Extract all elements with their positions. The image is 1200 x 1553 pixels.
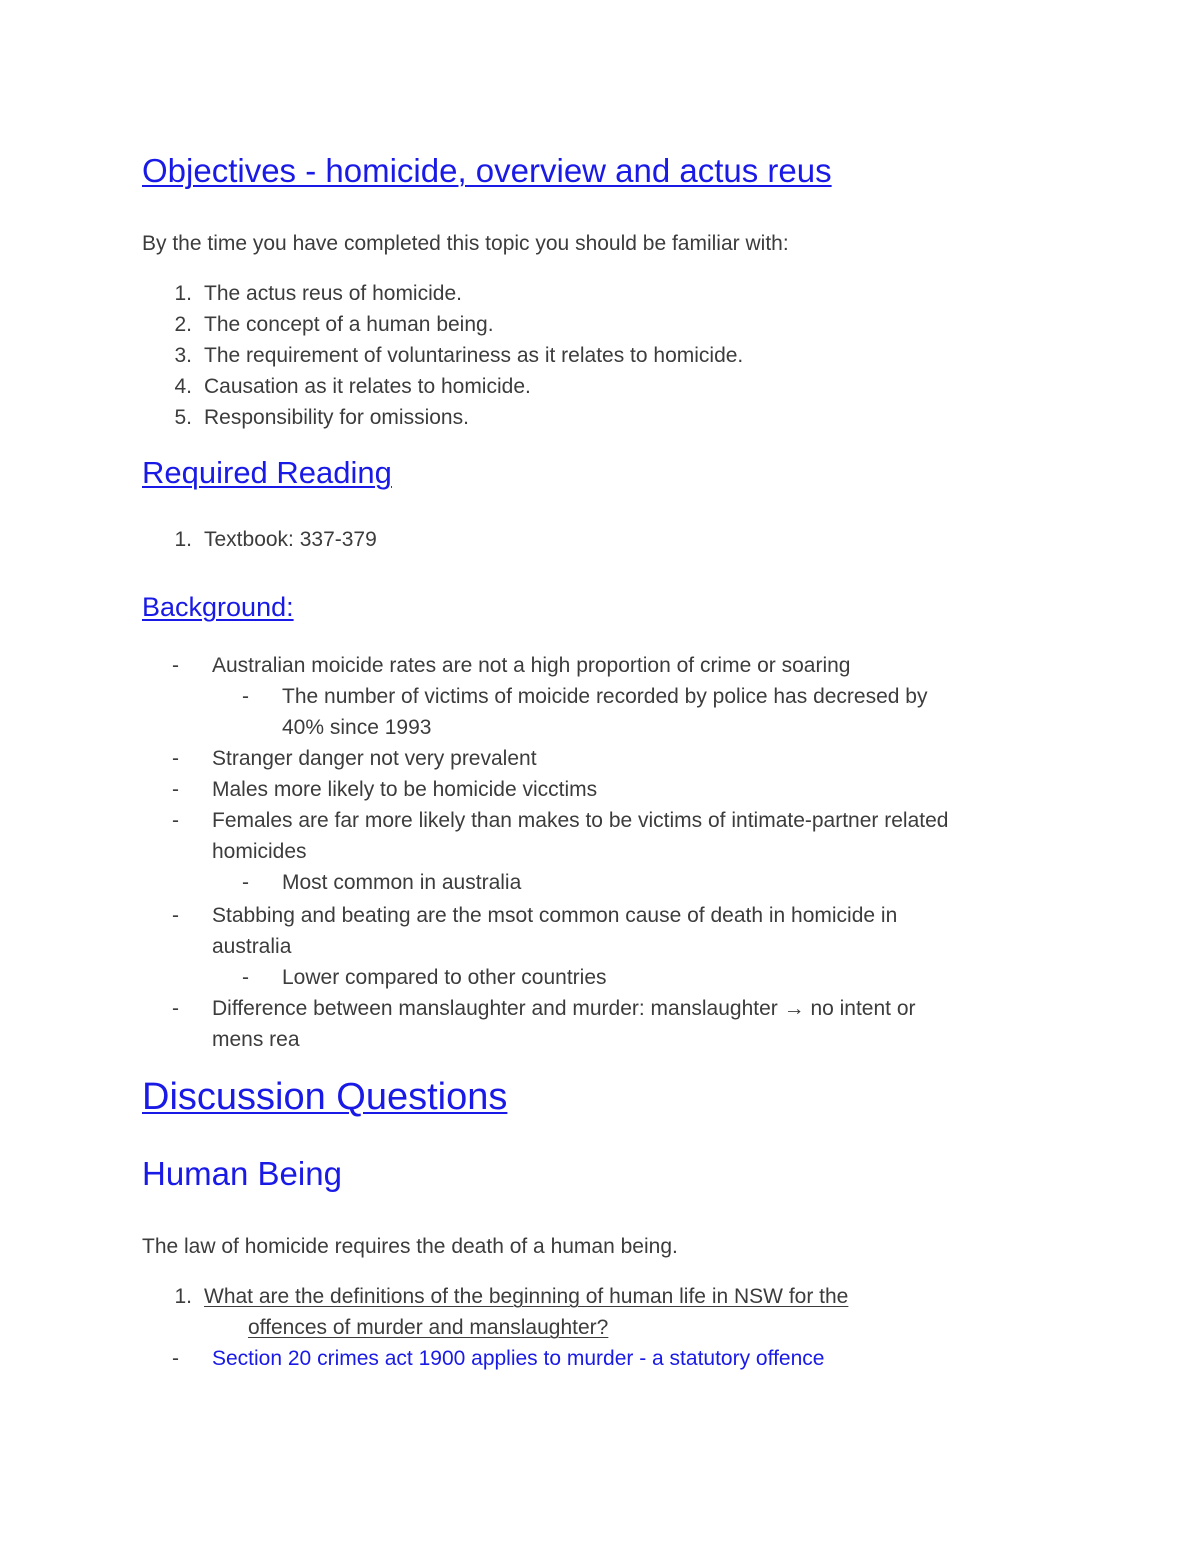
- dash-marker: -: [172, 809, 179, 832]
- objectives-heading[interactable]: Objectives - homicide, overview and actus reus: [142, 152, 832, 189]
- question-text-line1: What are the definitions of the beginning of human life in NSW for the: [204, 1285, 849, 1308]
- item-number: 3.: [174, 344, 192, 367]
- background-subbullet: [242, 685, 927, 709]
- background-bullet: [172, 997, 916, 1021]
- background-subbullet: [242, 966, 607, 990]
- discussion-heading[interactable]: Discussion Questions: [142, 1076, 508, 1118]
- bullet-text: Australian moicide rates are not a high proportion of crime or soaring: [212, 654, 851, 677]
- item-text: The requirement of voluntariness as it relates to homicide.: [204, 344, 744, 367]
- background-bullet-cont: australia: [212, 935, 292, 958]
- question-text-line2: offences of murder and manslaughter?: [248, 1316, 609, 1339]
- objectives-item: [174, 406, 469, 430]
- dash-marker: -: [242, 871, 249, 894]
- required-reading-heading[interactable]: Required Reading: [142, 455, 392, 490]
- dash-marker: -: [242, 966, 249, 989]
- item-text: The concept of a human being.: [204, 313, 494, 336]
- objectives-item: [174, 344, 744, 368]
- item-text: The actus reus of homicide.: [204, 282, 462, 305]
- objectives-item: [174, 313, 494, 337]
- answer-text: Section 20 crimes act 1900 applies to murder - a statutory offence: [212, 1347, 825, 1370]
- bullet-text: Males more likely to be homicide vicctims: [212, 778, 598, 801]
- dash-marker: -: [242, 685, 249, 708]
- item-text: Causation as it relates to homicide.: [204, 375, 531, 398]
- item-text: Responsibility for omissions.: [204, 406, 469, 429]
- objectives-item: [174, 375, 531, 399]
- background-heading[interactable]: Background:: [142, 592, 294, 622]
- human-being-heading: Human Being: [142, 1155, 342, 1192]
- background-bullet: [172, 747, 537, 771]
- bullet-text: Stranger danger not very prevalent: [212, 747, 537, 770]
- background-bullet: [172, 904, 897, 928]
- dash-marker: -: [172, 997, 179, 1020]
- item-text: Textbook: 337-379: [204, 528, 377, 551]
- background-subbullet-cont: 40% since 1993: [282, 716, 432, 739]
- objectives-intro: By the time you have completed this topic you should be familiar with:: [142, 232, 789, 255]
- dash-marker: -: [172, 747, 179, 770]
- discussion-intro: The law of homicide requires the death of a human being.: [142, 1235, 678, 1258]
- dash-marker: -: [172, 904, 179, 927]
- bullet-text: Lower compared to other countries: [282, 966, 607, 989]
- item-number: 5.: [174, 406, 192, 429]
- bullet-text: Stabbing and beating are the msot common cause of death in homicide in: [212, 904, 898, 927]
- background-bullet: [172, 809, 948, 833]
- objectives-item: [174, 282, 462, 306]
- question-number: 1.: [174, 1285, 192, 1308]
- answer-bullet: [172, 1347, 824, 1371]
- reading-item: [174, 528, 377, 552]
- bullet-text: Females are far more likely than makes to be victims of intimate-partner related: [212, 809, 949, 832]
- dash-marker: -: [172, 654, 179, 677]
- dash-marker: -: [172, 1347, 179, 1370]
- item-number: 1.: [174, 282, 192, 305]
- background-bullet: [172, 654, 851, 678]
- background-bullet-cont: mens rea: [212, 1028, 300, 1051]
- item-number: 4.: [174, 375, 192, 398]
- dash-marker: -: [172, 778, 179, 801]
- background-bullet: [172, 778, 597, 802]
- background-subbullet: [242, 871, 521, 895]
- question-item: [174, 1285, 849, 1309]
- item-number: 1.: [174, 528, 192, 551]
- background-bullet-cont: homicides: [212, 840, 307, 863]
- bullet-text: Most common in australia: [282, 871, 522, 894]
- item-number: 2.: [174, 313, 192, 336]
- bullet-text: Difference between manslaughter and murder: manslaughter → no intent or: [212, 997, 916, 1020]
- bullet-text: The number of victims of moicide recorded by police has decresed by: [282, 685, 928, 708]
